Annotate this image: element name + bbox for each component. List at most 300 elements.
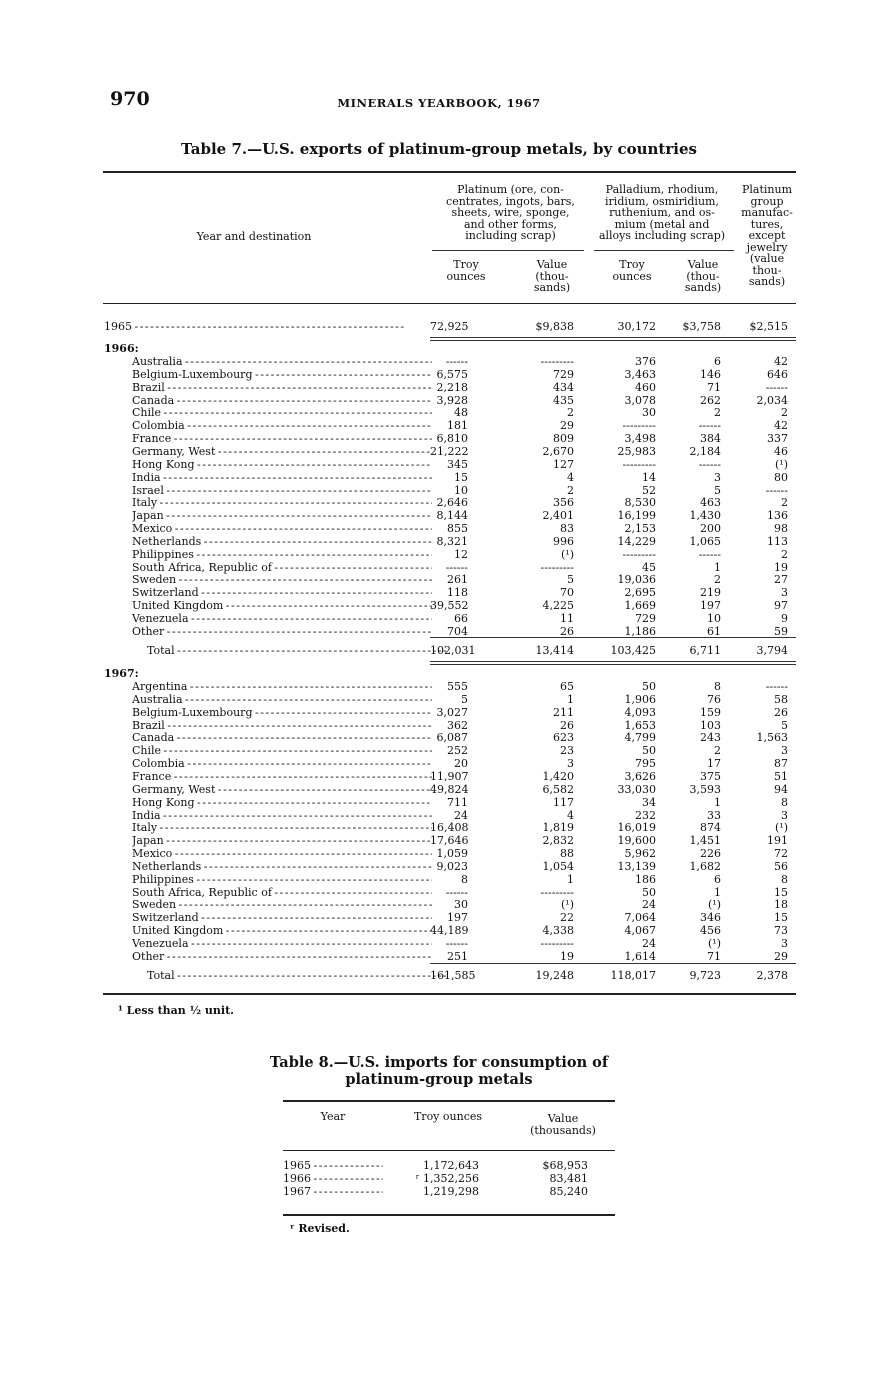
import-value: 85,240 xyxy=(549,1184,588,1198)
palladium-ounces: 30 xyxy=(642,406,656,420)
platinum-ounces: 11,907 xyxy=(430,769,469,783)
country-label: Italy - - - xyxy=(132,822,432,834)
manufactures-value: 2,034 xyxy=(756,393,788,407)
platinum-value: 3 xyxy=(567,757,574,771)
table-row xyxy=(0,536,878,549)
platinum-value: 809 xyxy=(553,432,574,446)
manufactures-value: 26 xyxy=(774,705,788,719)
year-heading-1967: 1967: xyxy=(104,668,139,680)
platinum-ounces: 362 xyxy=(447,718,468,732)
palladium-ounces: 3,498 xyxy=(624,432,656,446)
manufactures-value: 8 xyxy=(781,872,788,886)
palladium-value: 6 xyxy=(714,355,721,368)
palladium-value: 2 xyxy=(714,573,721,587)
palladium-ounces: 5,962 xyxy=(624,847,656,861)
platinum-value: 1 xyxy=(567,692,574,706)
table8-top-rule xyxy=(283,1100,615,1102)
platinum-value: 127 xyxy=(553,457,574,471)
platinum-ounces: 8,144 xyxy=(436,509,468,523)
platinum-value: 26 xyxy=(560,624,574,638)
palladium-ounces: 460 xyxy=(635,380,656,394)
manufactures-value: ------ xyxy=(765,380,788,394)
table-row xyxy=(0,925,878,938)
palladium-ounces: 24 xyxy=(642,898,656,912)
country-label: Chile - - - xyxy=(132,745,432,757)
platinum-value: 1,054 xyxy=(542,859,574,873)
platinum-ounces: ------ xyxy=(445,885,468,899)
table-row xyxy=(0,485,878,498)
platinum-ounces: 3,928 xyxy=(436,393,468,407)
palladium-ounces: --------- xyxy=(622,419,656,433)
palladium-value: 33 xyxy=(707,808,721,822)
manufactures-value: 1,563 xyxy=(756,731,788,745)
table7-top-rule xyxy=(103,171,796,173)
platinum-value: 4 xyxy=(567,470,574,484)
platinum-ounces: 261 xyxy=(447,573,468,587)
country-label: United Kingdom - - - xyxy=(132,600,432,612)
platinum-ounces: 345 xyxy=(447,457,468,471)
import-year: 1965 - - - xyxy=(283,1160,383,1172)
table-row xyxy=(0,951,878,964)
table-row xyxy=(0,835,878,848)
country-label: Switzerland - - - xyxy=(132,587,432,599)
import-ounces: 1,172,643 xyxy=(423,1159,479,1172)
manufactures-value: 191 xyxy=(767,834,788,848)
country-label: Israel - - - xyxy=(132,485,432,497)
platinum-ounces: 17,646 xyxy=(430,834,469,848)
palladium-value: 3 xyxy=(714,470,721,484)
platinum-ounces: 6,575 xyxy=(436,367,468,381)
palladium-value: 71 xyxy=(707,380,721,394)
import-value: 83,481 xyxy=(549,1171,588,1185)
table-row xyxy=(0,771,878,784)
palladium-ounces: --------- xyxy=(622,457,656,471)
manufactures-value: (¹) xyxy=(775,457,788,471)
platinum-value: --------- xyxy=(540,355,574,368)
country-label: Philippines - - - xyxy=(132,874,432,886)
table-row xyxy=(0,472,878,485)
palladium-value: 1 xyxy=(714,795,721,809)
platinum-value: 623 xyxy=(553,731,574,745)
platinum-ounces: 251 xyxy=(447,949,468,963)
manufactures-value: 646 xyxy=(767,367,788,381)
platinum-value: --------- xyxy=(540,937,574,950)
manufactures-value: 3 xyxy=(781,586,788,600)
table-row xyxy=(0,510,878,523)
col-header-platinum: Platinum (ore, con- centrates, ingots, bars, sheets, wire, sponge, and other forms, including scrap) xyxy=(446,183,575,242)
palladium-ounces: --------- xyxy=(622,547,656,561)
palladium-value: 375 xyxy=(700,769,721,783)
country-label: Sweden - - - xyxy=(132,574,432,586)
table8-bottom-rule xyxy=(283,1214,615,1216)
manufactures-value: 19 xyxy=(774,560,788,574)
palladium-value: 2,184 xyxy=(689,444,721,458)
platinum-value: 117 xyxy=(553,795,574,809)
platinum-value: 1 xyxy=(567,872,574,886)
table-row xyxy=(0,848,878,861)
manufactures-value: 15 xyxy=(774,911,788,925)
palladium-value: 71 xyxy=(707,949,721,963)
manufactures-value: 94 xyxy=(774,782,788,796)
country-label: Netherlands - - - xyxy=(132,861,432,873)
palladium-value: (¹) xyxy=(708,937,721,950)
col-header-palladium: Palladium, rhodium, iridium, osmiridium, ruthenium, and os- mium (metal and alloys including scrap) xyxy=(598,183,726,242)
table8-title: Table 8.—U.S. imports for consumption of platinum-group metals xyxy=(269,1054,609,1088)
platinum-value: 5 xyxy=(567,573,574,587)
country-label: Germany, West - - - xyxy=(132,446,432,458)
table-row xyxy=(0,681,878,694)
manufactures-value: 2 xyxy=(781,496,788,510)
country-label: Canada - - - xyxy=(132,732,432,744)
palladium-ounces: 33,030 xyxy=(617,782,656,796)
platinum-ounces: 15 xyxy=(454,470,468,484)
palladium-value: 3,593 xyxy=(689,782,721,796)
manufactures-value: 80 xyxy=(774,470,788,484)
table-row xyxy=(0,938,878,951)
platinum-value: 4 xyxy=(567,808,574,822)
country-label: Mexico - - - xyxy=(132,848,432,860)
platinum-ounces: ------ xyxy=(445,355,468,368)
table8-row xyxy=(0,1160,878,1173)
country-label: Chile - - - xyxy=(132,407,432,419)
platinum-ounces: 118 xyxy=(447,586,468,600)
table8-row xyxy=(0,1173,878,1186)
palladium-value: 1 xyxy=(714,885,721,899)
palladium-value: 5 xyxy=(714,483,721,497)
palladium-sub-rule xyxy=(594,250,734,251)
platinum-value: 26 xyxy=(560,718,574,732)
manufactures-value: 18 xyxy=(774,898,788,912)
palladium-value: 103 xyxy=(700,718,721,732)
palladium-ounces: 1,906 xyxy=(624,692,656,706)
platinum-ounces: 8 xyxy=(461,872,468,886)
palladium-ounces: 19,600 xyxy=(617,834,656,848)
total-1967-rule xyxy=(430,963,796,964)
table-row xyxy=(0,707,878,720)
palladium-ounces: 16,199 xyxy=(617,509,656,523)
palladium-value: 2 xyxy=(714,406,721,420)
manufactures-value: 72 xyxy=(774,847,788,861)
palladium-value: 243 xyxy=(700,731,721,745)
page-number: 970 xyxy=(110,88,150,110)
platinum-ounces: 1,059 xyxy=(436,847,468,861)
palladium-ounces: 16,019 xyxy=(617,821,656,835)
palladium-ounces: 2,695 xyxy=(624,586,656,600)
manufactures-value: 9 xyxy=(781,612,788,625)
manufactures-value: 73 xyxy=(774,924,788,938)
table-row xyxy=(0,784,878,797)
table-row xyxy=(0,420,878,433)
manufactures-value: 27 xyxy=(774,573,788,587)
platinum-value: 729 xyxy=(553,367,574,381)
platinum-value: 4,338 xyxy=(542,924,574,938)
platinum-value: --------- xyxy=(540,885,574,899)
platinum-value: 2,832 xyxy=(542,834,574,848)
platinum-value: 22 xyxy=(560,911,574,925)
platinum-ounces: 39,552 xyxy=(430,599,469,613)
manufactures-value: 136 xyxy=(767,509,788,523)
country-label: Germany, West - - - xyxy=(132,784,432,796)
country-label: Canada - - - xyxy=(132,395,432,407)
platinum-ounces: 12 xyxy=(454,547,468,561)
platinum-value: 83 xyxy=(560,522,574,536)
country-label: Colombia - - - xyxy=(132,758,432,770)
platinum-value: (¹) xyxy=(561,547,574,561)
table-row xyxy=(0,758,878,771)
manufactures-value: 8 xyxy=(781,795,788,809)
palladium-value: 1,065 xyxy=(689,534,721,548)
palladium-value: 200 xyxy=(700,522,721,536)
palladium-value: 1,430 xyxy=(689,509,721,523)
table8-header-year: Year xyxy=(320,1110,346,1123)
country-label: Venezuela - - - xyxy=(132,938,432,950)
platinum-ounces: 2,646 xyxy=(436,496,468,510)
country-label: Belgium-Luxembourg - - - xyxy=(132,707,432,719)
import-value: $68,953 xyxy=(542,1159,588,1172)
table-row xyxy=(0,523,878,536)
country-label: Netherlands - - - xyxy=(132,536,432,548)
platinum-ounces: 66 xyxy=(454,612,468,625)
manufactures-value: 2 xyxy=(781,406,788,420)
double-rule-1965 xyxy=(430,337,796,341)
manufactures-value: 15 xyxy=(774,885,788,899)
table-row xyxy=(0,745,878,758)
platinum-value: 29 xyxy=(560,419,574,433)
table-row xyxy=(0,459,878,472)
manufactures-value: 113 xyxy=(767,534,788,548)
country-label: India - - - xyxy=(132,472,432,484)
palladium-value: 346 xyxy=(700,911,721,925)
table8-row xyxy=(0,1186,878,1199)
manufactures-value: 97 xyxy=(774,599,788,613)
palladium-ounces: 376 xyxy=(635,355,656,368)
palladium-value: 1,682 xyxy=(689,859,721,873)
manufactures-value: ------ xyxy=(765,483,788,497)
palladium-value: 384 xyxy=(700,432,721,446)
table-row xyxy=(0,861,878,874)
palladium-ounces: 7,064 xyxy=(624,911,656,925)
palladium-ounces: 4,093 xyxy=(624,705,656,719)
country-label: Switzerland - - - xyxy=(132,912,432,924)
palladium-value: 2 xyxy=(714,744,721,758)
platinum-sub-rule xyxy=(432,250,584,251)
table-row xyxy=(0,574,878,587)
platinum-ounces: 30 xyxy=(454,898,468,912)
platinum-ounces: 10 xyxy=(454,483,468,497)
platinum-ounces: 555 xyxy=(447,680,468,693)
palladium-ounces: 13,139 xyxy=(617,859,656,873)
col-header-year-destination: Year and destination xyxy=(196,230,312,243)
table-row xyxy=(0,587,878,600)
table-row xyxy=(0,562,878,575)
platinum-ounces: 197 xyxy=(447,911,468,925)
palladium-value: (¹) xyxy=(708,898,721,912)
platinum-ounces: 6,810 xyxy=(436,432,468,446)
platinum-value: 1,420 xyxy=(542,769,574,783)
country-label: Argentina - - - xyxy=(132,681,432,693)
import-ounces: 1,219,298 xyxy=(423,1184,479,1198)
table-row xyxy=(0,887,878,900)
platinum-ounces: 20 xyxy=(454,757,468,771)
palladium-value: ------ xyxy=(698,547,721,561)
country-label: Other - - - xyxy=(132,626,432,638)
col-header-manufactures: Platinum group manufac- tures, except jewelry (value thou- sands) xyxy=(741,183,793,288)
platinum-ounces: 252 xyxy=(447,744,468,758)
country-label: Australia - - - xyxy=(132,694,432,706)
country-label: Sweden - - - xyxy=(132,899,432,911)
palladium-ounces: 19,036 xyxy=(617,573,656,587)
palladium-value: 1 xyxy=(714,560,721,574)
platinum-value: 6,582 xyxy=(542,782,574,796)
manufactures-value: (¹) xyxy=(775,821,788,835)
table8-header-troy-ounces: Troy ounces xyxy=(413,1110,483,1123)
palladium-ounces: 14,229 xyxy=(617,534,656,548)
manufactures-value: 46 xyxy=(774,444,788,458)
import-year: 1967 - - - xyxy=(283,1186,383,1198)
palladium-ounces: 3,626 xyxy=(624,769,656,783)
platinum-value: 4,225 xyxy=(542,599,574,613)
palladium-ounces: 186 xyxy=(635,872,656,886)
palladium-value: 226 xyxy=(700,847,721,861)
platinum-ounces: 8,321 xyxy=(436,534,468,548)
subheader-pd-value: Value (thou- sands) xyxy=(684,258,722,294)
manufactures-value: 29 xyxy=(774,949,788,963)
platinum-ounces: 48 xyxy=(454,406,468,420)
platinum-ounces: 5 xyxy=(461,692,468,706)
palladium-value: ------ xyxy=(698,457,721,471)
palladium-ounces: 34 xyxy=(642,795,656,809)
total-1966-rule xyxy=(430,637,796,638)
table-row xyxy=(0,613,878,626)
table-row xyxy=(0,395,878,408)
country-label: Australia - - - xyxy=(132,356,432,368)
import-year: 1966 - - - xyxy=(283,1173,383,1185)
platinum-ounces: 3,027 xyxy=(436,705,468,719)
country-label: Venezuela - - - xyxy=(132,613,432,625)
table-row xyxy=(0,720,878,733)
platinum-ounces: 16,408 xyxy=(430,821,469,835)
table-row xyxy=(0,912,878,925)
country-label: Other - - - xyxy=(132,951,432,963)
subheader-pt-troy-ounces: Troy ounces xyxy=(446,258,486,283)
palladium-ounces: 1,669 xyxy=(624,599,656,613)
table-row xyxy=(0,822,878,835)
country-label: United Kingdom - - - xyxy=(132,925,432,937)
palladium-ounces: 4,799 xyxy=(624,731,656,745)
platinum-value: 1,819 xyxy=(542,821,574,835)
palladium-value: 1,451 xyxy=(689,834,721,848)
manufactures-value: 98 xyxy=(774,522,788,536)
platinum-ounces: 21,222 xyxy=(430,444,469,458)
manufactures-value: 2 xyxy=(781,547,788,561)
palladium-ounces: 232 xyxy=(635,808,656,822)
platinum-value: 2,670 xyxy=(542,444,574,458)
palladium-ounces: 25,983 xyxy=(617,444,656,458)
palladium-value: 17 xyxy=(707,757,721,771)
country-label: India - - - xyxy=(132,810,432,822)
platinum-ounces: ------ xyxy=(445,937,468,950)
palladium-value: 197 xyxy=(700,599,721,613)
platinum-value: 356 xyxy=(553,496,574,510)
manufactures-value: ------ xyxy=(765,680,788,693)
palladium-value: 874 xyxy=(700,821,721,835)
platinum-ounces: 2,218 xyxy=(436,380,468,394)
table-row-1965: 1965 - - - 72,925 $9,838 30,172 $3,758 $2,515 xyxy=(0,321,878,334)
country-label: Japan - - - xyxy=(132,510,432,522)
palladium-ounces: 52 xyxy=(642,483,656,497)
table7-bottom-rule xyxy=(103,993,796,995)
table7-footnote: ¹ Less than ½ unit. xyxy=(118,1004,235,1017)
palladium-value: 262 xyxy=(700,393,721,407)
manufactures-value: 87 xyxy=(774,757,788,771)
country-label: South Africa, Republic of - - - xyxy=(132,562,432,574)
table-row xyxy=(0,899,878,912)
palladium-ounces: 50 xyxy=(642,744,656,758)
palladium-ounces: 729 xyxy=(635,612,656,625)
platinum-value: 211 xyxy=(553,705,574,719)
manufactures-value: 3 xyxy=(781,937,788,950)
total-row-1967: Total - - - 161,585 19,248 118,017 9,723 2,378 xyxy=(0,970,878,983)
platinum-ounces: 49,824 xyxy=(430,782,469,796)
table-row xyxy=(0,797,878,810)
palladium-value: 463 xyxy=(700,496,721,510)
platinum-ounces: 711 xyxy=(447,795,468,809)
platinum-ounces: 44,189 xyxy=(430,924,469,938)
platinum-ounces: ------ xyxy=(445,560,468,574)
palladium-ounces: 1,186 xyxy=(624,624,656,638)
table8-header-value: Value (thousands) xyxy=(530,1112,596,1137)
palladium-ounces: 14 xyxy=(642,470,656,484)
platinum-ounces: 704 xyxy=(447,624,468,638)
palladium-ounces: 24 xyxy=(642,937,656,950)
platinum-ounces: 24 xyxy=(454,808,468,822)
palladium-ounces: 45 xyxy=(642,560,656,574)
import-ounces: ʳ 1,352,256 xyxy=(415,1171,479,1185)
manufactures-value: 42 xyxy=(774,355,788,368)
manufactures-value: 42 xyxy=(774,419,788,433)
palladium-ounces: 3,078 xyxy=(624,393,656,407)
palladium-value: 219 xyxy=(700,586,721,600)
palladium-ounces: 1,653 xyxy=(624,718,656,732)
platinum-value: 70 xyxy=(560,586,574,600)
year-heading-1966: 1966: xyxy=(104,343,139,355)
country-label: Philippines - - - xyxy=(132,549,432,561)
table7-title: Table 7.—U.S. exports of platinum-group metals, by countries xyxy=(181,140,697,158)
table-row xyxy=(0,732,878,745)
country-label: France - - - xyxy=(132,771,432,783)
palladium-value: 159 xyxy=(700,705,721,719)
country-label: Belgium-Luxembourg - - - xyxy=(132,369,432,381)
platinum-value: 434 xyxy=(553,380,574,394)
palladium-value: 10 xyxy=(707,612,721,625)
country-label: Mexico - - - xyxy=(132,523,432,535)
manufactures-value: 59 xyxy=(774,624,788,638)
table8-footnote: ʳ Revised. xyxy=(290,1222,350,1235)
country-label: Brazil - - - xyxy=(132,720,432,732)
palladium-ounces: 50 xyxy=(642,885,656,899)
platinum-ounces: 855 xyxy=(447,522,468,536)
table-row xyxy=(0,369,878,382)
double-rule-1966-total xyxy=(430,661,796,665)
platinum-ounces: 181 xyxy=(447,419,468,433)
palladium-value: 61 xyxy=(707,624,721,638)
palladium-ounces: 2,153 xyxy=(624,522,656,536)
table-row xyxy=(0,810,878,823)
table8-header-rule xyxy=(283,1150,615,1151)
platinum-value: --------- xyxy=(540,560,574,574)
table-row xyxy=(0,356,878,369)
manufactures-value: 337 xyxy=(767,432,788,446)
